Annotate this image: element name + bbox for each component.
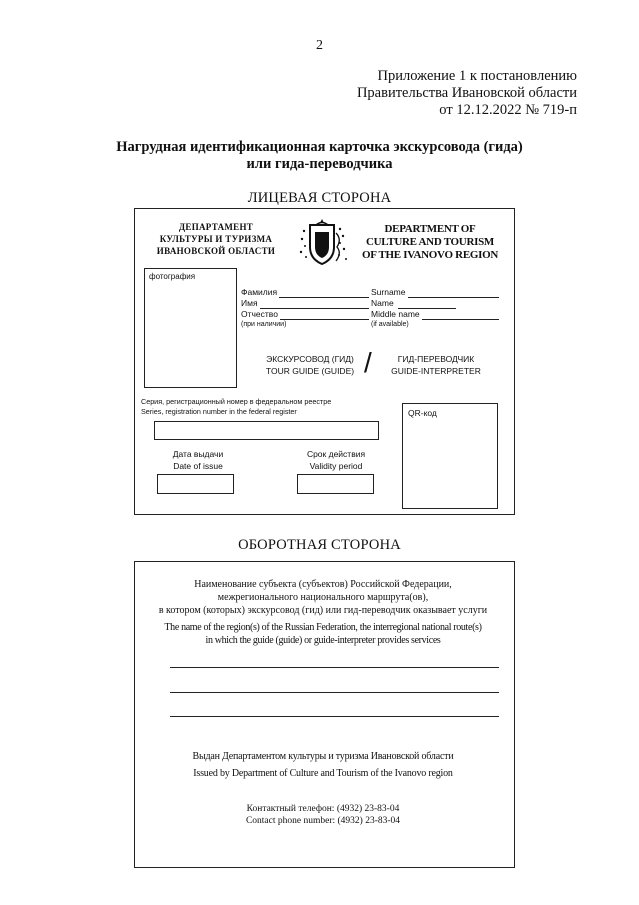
patronymic-ru-line [280, 310, 369, 320]
front-side-label: ЛИЦЕВАЯ СТОРОНА [247, 190, 392, 206]
dept-en-line-2: CULTURE AND TOURISM [366, 236, 494, 248]
name-en-line [398, 299, 456, 309]
coat-of-arms-icon [296, 219, 356, 269]
document-title [0, 139, 639, 173]
issue-date-field [157, 474, 234, 494]
series-number-field [154, 421, 379, 440]
name-fields-en [371, 287, 499, 330]
appendix-note [357, 68, 577, 119]
name-ru-label: Имя [241, 298, 258, 308]
name-ru-line [260, 299, 369, 309]
series-en-label: Series, registration number in the federal register [141, 407, 297, 416]
dept-en-line-1: DEPARTMENT OF [384, 223, 476, 235]
surname-en-line [408, 288, 500, 298]
surname-ru-line [279, 288, 369, 298]
title-line-1: Нагрудная идентификационная карточка экскурсовода (гида) [116, 139, 523, 155]
photo-label: фотография [149, 272, 196, 281]
regions-caption-ru [134, 578, 512, 617]
qr-code-box [402, 403, 498, 509]
guide-ru-label: ЭКСКУРСОВОД (ГИД) [266, 354, 354, 364]
dept-ru-line-3: ИВАНОВСКОЙ ОБЛАСТИ [156, 246, 276, 256]
dept-ru-line-1: ДЕПАРТАМЕНТ [178, 222, 254, 232]
role-guide [260, 353, 360, 377]
back-side-label: ОБОРОТНАЯ СТОРОНА [238, 537, 401, 553]
regions-caption-en [134, 621, 512, 647]
role-interpreter [386, 353, 486, 377]
middlename-en-line [422, 310, 499, 320]
interpreter-ru-label: ГИД-ПЕРЕВОДЧИК [397, 354, 475, 364]
region-entry-line-1 [170, 667, 499, 668]
patronymic-ru-field [241, 309, 369, 320]
series-ru-label: Серия, регистрационный номер в федеральном реестре [141, 397, 332, 406]
validity-caption [292, 448, 380, 472]
validity-ru-label: Срок действия [306, 449, 366, 459]
regions-ru-line-1: Наименование субъекта (субъектов) Российской Федерации, [194, 579, 452, 590]
regions-en-line-1: The name of the region(s) of the Russian Federation, the interregional national route(s) [164, 622, 482, 633]
qr-code-label: QR-код [408, 408, 437, 418]
issue-en-label: Date of issue [173, 461, 223, 471]
regions-en-line-2: in which the guide (guide) or guide-interpreter provides services [205, 635, 441, 646]
series-caption [141, 397, 391, 417]
dept-ru-line-2: КУЛЬТУРЫ И ТУРИЗМА [159, 234, 273, 244]
name-ru-field [241, 298, 369, 309]
title-line-2: или гида-переводчика [246, 156, 393, 172]
appendix-line-1: Приложение 1 к постановлению [377, 68, 577, 84]
validity-field [297, 474, 374, 494]
region-entry-line-3 [170, 716, 499, 717]
patronymic-ru-label: Отчество [241, 309, 278, 319]
name-fields-ru [241, 287, 369, 330]
issued-ru-label: Выдан Департаментом культуры и туризма Ивановской области [192, 751, 454, 762]
validity-en-label: Validity period [309, 461, 363, 471]
surname-en-field [371, 287, 499, 298]
middlename-en-field [371, 309, 499, 320]
guide-en-label: TOUR GUIDE (GUIDE) [265, 366, 355, 376]
middlename-en-label: Middle name [371, 309, 420, 319]
issue-date-caption [158, 448, 238, 472]
contact-phone [134, 803, 512, 827]
appendix-line-2: Правительства Ивановской области [356, 85, 577, 101]
regions-ru-line-2: межрегионального национального маршрута(ов), [217, 592, 429, 603]
dept-en-line-3: OF THE IVANOVO REGION [362, 249, 498, 261]
interpreter-en-label: GUIDE-INTERPRETER [391, 366, 481, 376]
regions-ru-line-3: в котором (которых) экскурсовод (гид) или гид-переводчик оказывает услуги [158, 605, 488, 616]
issued-en-label: Issued by Department of Culture and Tourism of the Ivanovo region [193, 768, 453, 779]
phone-ru-label: Контактный телефон: (4932) 23-83-04 [246, 804, 400, 814]
if-any-ru-note: (при наличии) [241, 321, 287, 328]
page-number: 2 [316, 38, 323, 53]
surname-en-label: Surname [371, 287, 406, 297]
name-en-field [371, 298, 499, 309]
name-en-label: Name [371, 298, 394, 308]
surname-ru-label: Фамилия [241, 287, 278, 297]
photo-box [144, 268, 237, 388]
region-entry-line-2 [170, 692, 499, 693]
appendix-line-3: от 12.12.2022 № 719-п [439, 102, 577, 118]
if-any-en-note: (if available) [371, 321, 409, 328]
issued-by [134, 750, 512, 780]
phone-en-label: Contact phone number: (4932) 23-83-04 [245, 816, 401, 826]
surname-ru-field [241, 287, 369, 298]
department-name-ru [146, 221, 286, 257]
department-name-en [355, 223, 505, 262]
role-separator: / [364, 347, 372, 378]
issue-ru-label: Дата выдачи [172, 449, 224, 459]
